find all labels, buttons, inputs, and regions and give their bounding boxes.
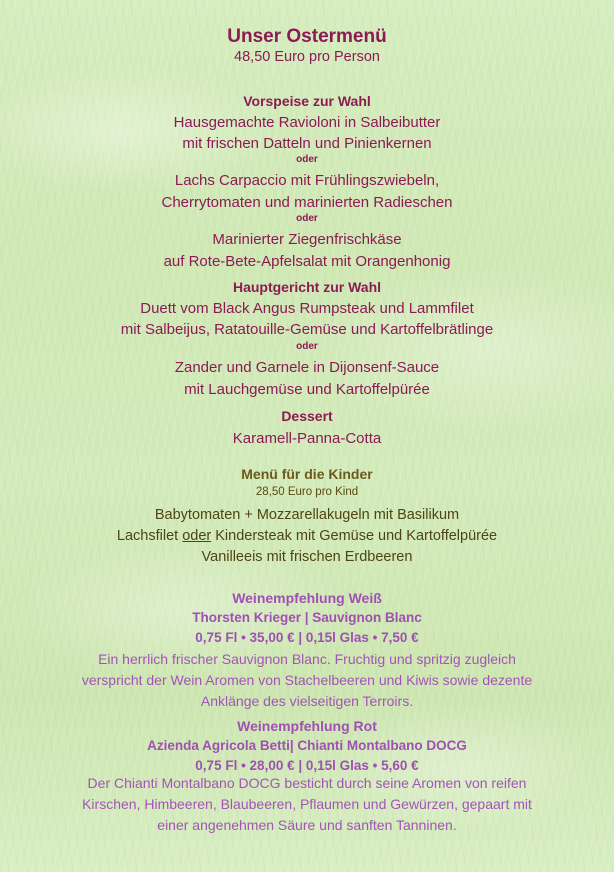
wine-white-price: 0,75 Fl • 35,00 € | 0,15l Glas • 7,50 €: [195, 630, 419, 645]
main-1-line-1: Duett vom Black Angus Rumpsteak und Lammfilet: [140, 300, 474, 317]
kids-line-2-part-b: Kindersteak mit Gemüse und Kartoffelpürée: [211, 528, 498, 544]
mains-heading: Hauptgericht zur Wahl: [232, 279, 382, 295]
starter-oder-1: oder: [296, 154, 318, 165]
wine-red-desc-1: Der Chianti Montalbano DOCG besticht durch seine Aromen von reifen: [87, 775, 527, 791]
menu-price: 48,50 Euro pro Person: [234, 49, 380, 65]
wine-red-price: 0,75 Fl • 28,00 € | 0,15l Glas • 5,60 €: [195, 758, 419, 773]
kids-price: 28,50 Euro pro Kind: [255, 486, 359, 498]
main-1-line-2: mit Salbeijus, Ratatouille-Gemüse und Kartoffelbrätlinge: [120, 321, 494, 338]
starter-3-line-1: Marinierter Ziegenfrischkäse: [212, 231, 402, 248]
kids-line-1: Babytomaten + Mozzarellakugeln mit Basilikum: [154, 507, 460, 523]
dessert-heading: Dessert: [281, 408, 333, 424]
wine-red-desc-2: Kirschen, Himbeeren, Blaubeeren, Pflaumen und Gewürzen, gepaart mit: [82, 796, 532, 812]
kids-line-3: Vanilleeis mit frischen Erdbeeren: [201, 549, 413, 565]
starter-2-line-1: Lachs Carpaccio mit Frühlingszwiebeln,: [174, 172, 440, 189]
wine-red-heading: Weinempfehlung Rot: [237, 718, 377, 734]
wine-red-name: Azienda Agricola Betti| Chianti Montalbano DOCG: [147, 738, 467, 753]
menu-title: Unser Ostermenü: [227, 26, 387, 47]
kids-heading: Menü für die Kinder: [241, 466, 373, 482]
kids-line-2-part-a: Lachsfilet: [116, 528, 183, 544]
starter-oder-2: oder: [296, 213, 318, 224]
main-oder-1: oder: [296, 341, 318, 352]
starters-heading: Vorspeise zur Wahl: [243, 93, 371, 109]
kids-line-2-oder: oder: [182, 528, 212, 544]
wine-white-desc-2: verspricht der Wein Aromen von Stachelbeeren und Kiwis sowie dezente: [81, 672, 533, 688]
wine-red-desc-3: einer angenehmen Säure und sanften Tanninen.: [157, 817, 457, 833]
starter-3-line-2: auf Rote-Bete-Apfelsalat mit Orangenhonig: [163, 253, 451, 270]
wine-white-desc-3: Anklänge des vielseitigen Terroirs.: [200, 693, 414, 709]
starter-1-line-2: mit frischen Datteln und Pinienkernen: [182, 135, 432, 152]
wine-white-name: Thorsten Krieger | Sauvignon Blanc: [192, 610, 422, 625]
starter-1-line-1: Hausgemachte Ravioloni in Salbeibutter: [173, 114, 441, 131]
dessert-item: Karamell-Panna-Cotta: [232, 430, 382, 447]
kids-line-2: [0, 529, 614, 544]
wine-white-heading: Weinempfehlung Weiß: [232, 590, 382, 606]
main-2-line-2: mit Lauchgemüse und Kartoffelpürée: [184, 381, 430, 398]
starter-2-line-2: Cherrytomaten und marinierten Radieschen: [161, 194, 453, 211]
main-2-line-1: Zander und Garnele in Dijonsenf-Sauce: [174, 359, 440, 376]
wine-white-desc-1: Ein herrlich frischer Sauvignon Blanc. Fruchtig und spritzig zugleich: [98, 651, 516, 667]
